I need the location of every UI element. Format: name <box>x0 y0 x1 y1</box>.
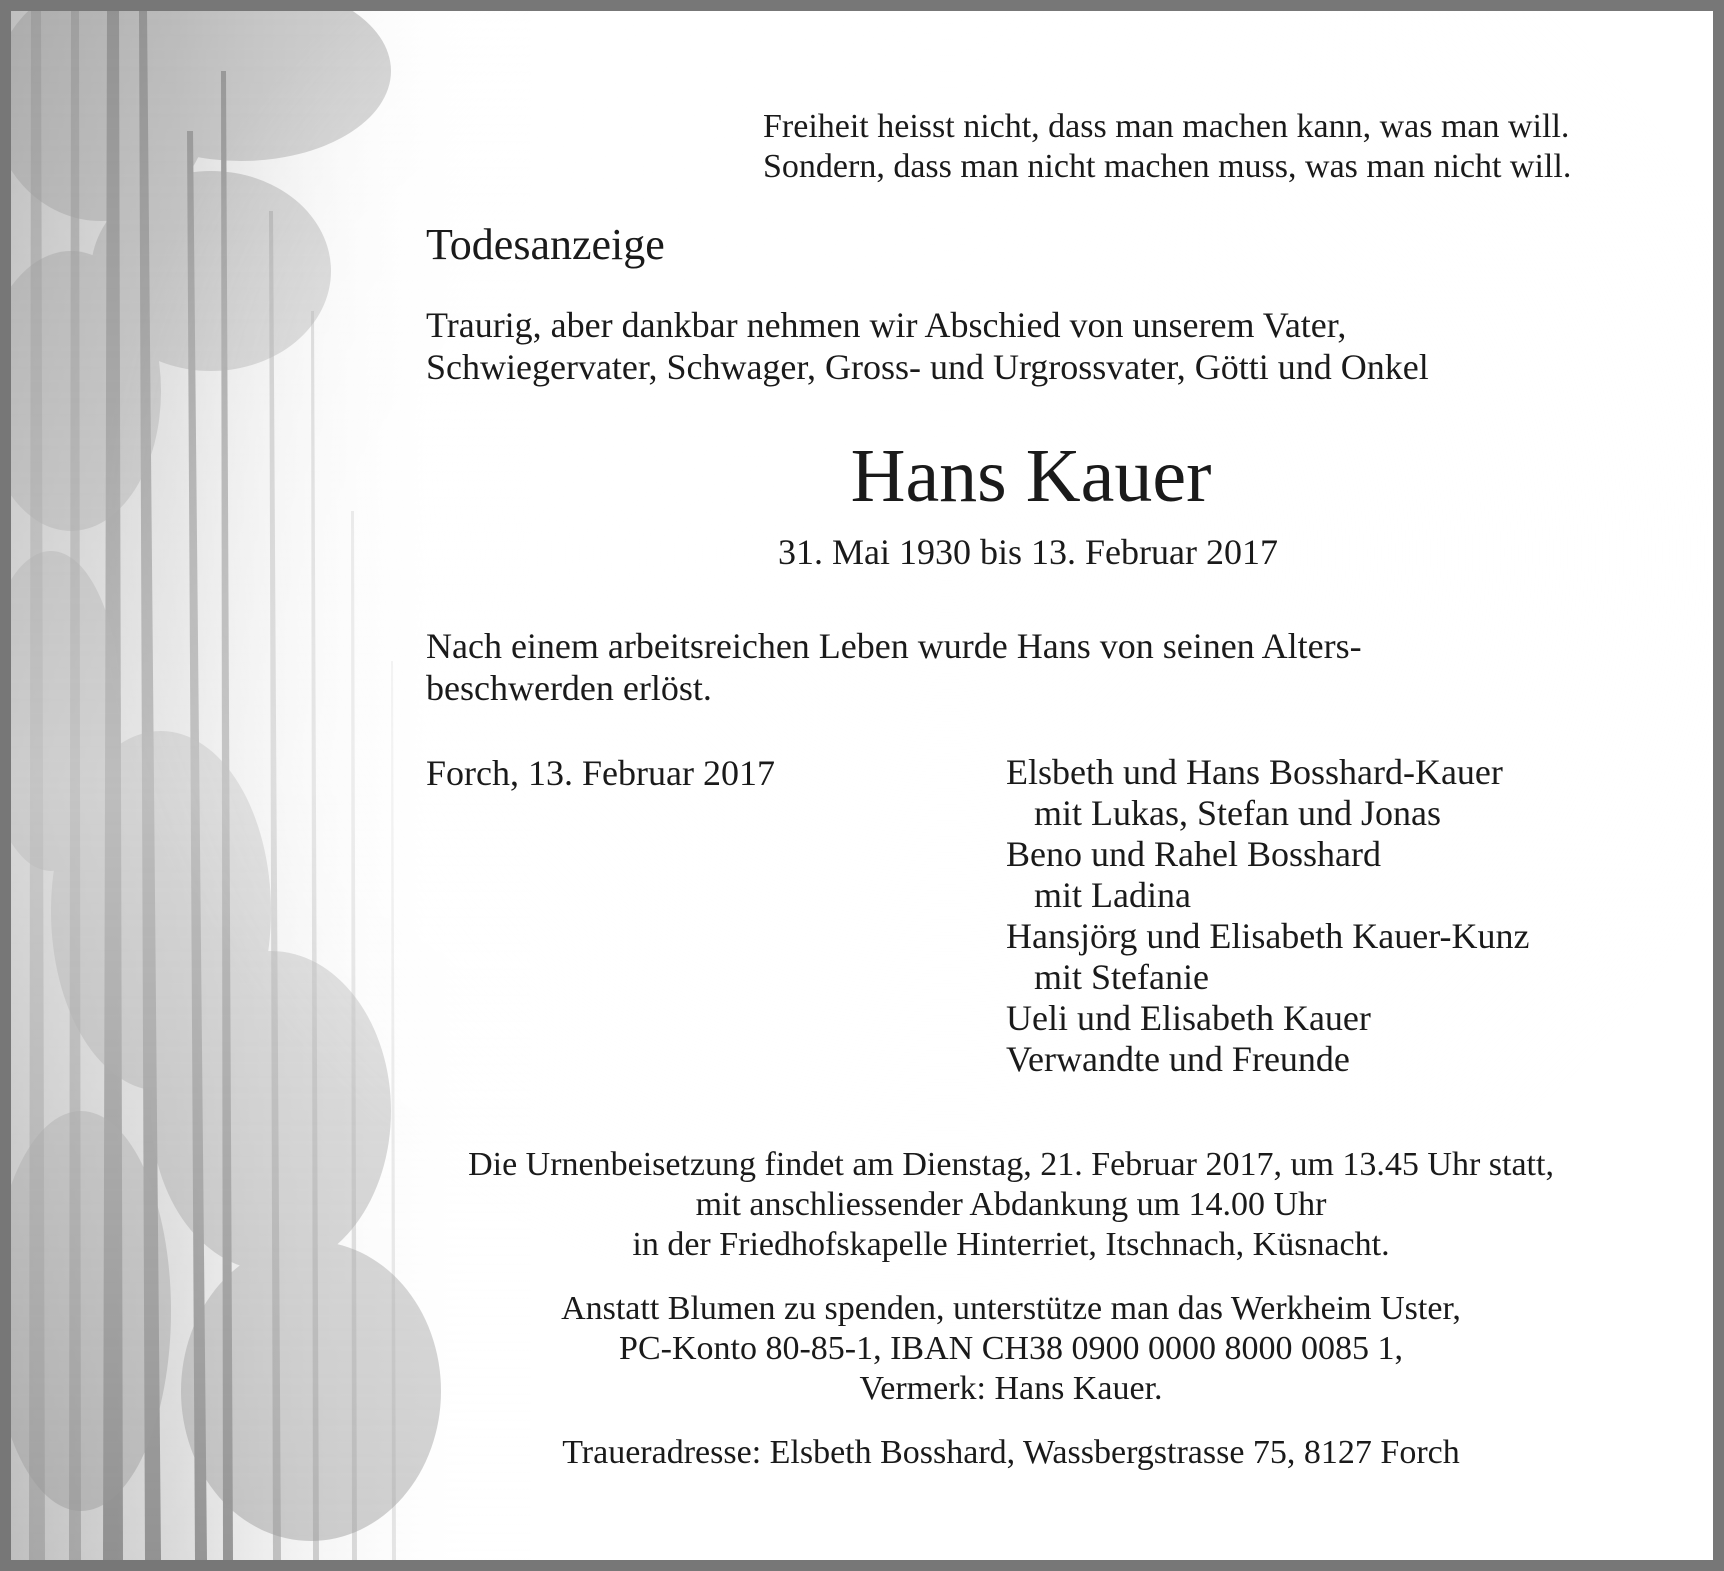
mourning-address <box>426 1433 1596 1473</box>
deceased-name: Hans Kauer <box>850 434 1212 518</box>
farewell-intro <box>426 304 1429 388</box>
service-line-1: Die Urnenbeisetzung findet am Dienstag, 21. Februar 2017, um 13.45 Uhr statt, <box>468 1146 1554 1183</box>
address-line: Traueradresse: Elsbeth Bosshard, Wassbergstrasse 75, 8127 Forch <box>562 1434 1460 1471</box>
donation-line-2: PC-Konto 80-85-1, IBAN CH38 0900 0000 8000 0085 1, <box>619 1330 1403 1367</box>
service-line-3: in der Friedhofskapelle Hinterriet, Itschnach, Küsnacht. <box>632 1226 1390 1263</box>
intro-line-1: Traurig, aber dankbar nehmen wir Abschied von unserem Vater, <box>426 305 1347 345</box>
mourner-sub-entry: mit Ladina <box>1034 875 1191 915</box>
relief-line-2: beschwerden erlöst. <box>426 668 712 708</box>
intro-line-2: Schwiegervater, Schwager, Gross- und Urgrossvater, Götti und Onkel <box>426 347 1429 387</box>
motto-line-1: Freiheit heisst nicht, dass man machen kann, was man will. <box>763 108 1570 145</box>
mourner-entry: Ueli und Elisabeth Kauer <box>1006 998 1371 1038</box>
mourner-entry: Elsbeth und Hans Bosshard-Kauer <box>1006 752 1503 792</box>
mourner-sub-entry: mit Lukas, Stefan und Jonas <box>1034 793 1441 833</box>
donation-line-1: Anstatt Blumen zu spenden, unterstütze man das Werkheim Uster, <box>561 1290 1461 1327</box>
donation-details <box>426 1289 1596 1409</box>
service-details <box>426 1145 1596 1265</box>
motto-line-2: Sondern, dass man nicht machen muss, was man nicht will. <box>763 148 1572 185</box>
notice-text <box>11 11 1713 1560</box>
mourner-entry: Hansjörg und Elisabeth Kauer-Kunz <box>1006 916 1530 956</box>
mourner-sub-entry: mit Stefanie <box>1034 957 1209 997</box>
life-dates: 31. Mai 1930 bis 13. Februar 2017 <box>778 532 1278 572</box>
mourner-entry: Verwandte und Freunde <box>1006 1039 1350 1079</box>
relief-statement <box>426 625 1362 709</box>
mourner-entry: Beno und Rahel Bosshard <box>1006 834 1381 874</box>
relief-line-1: Nach einem arbeitsreichen Leben wurde Hans von seinen Alters- <box>426 626 1362 666</box>
motto-quote <box>763 107 1571 187</box>
donation-line-3: Vermerk: Hans Kauer. <box>859 1370 1163 1407</box>
service-line-2: mit anschliessender Abdankung um 14.00 Uhr <box>695 1186 1327 1223</box>
place-and-date: Forch, 13. Februar 2017 <box>426 753 775 793</box>
mourners-list <box>1006 752 1529 1080</box>
notice-heading: Todesanzeige <box>426 220 665 269</box>
